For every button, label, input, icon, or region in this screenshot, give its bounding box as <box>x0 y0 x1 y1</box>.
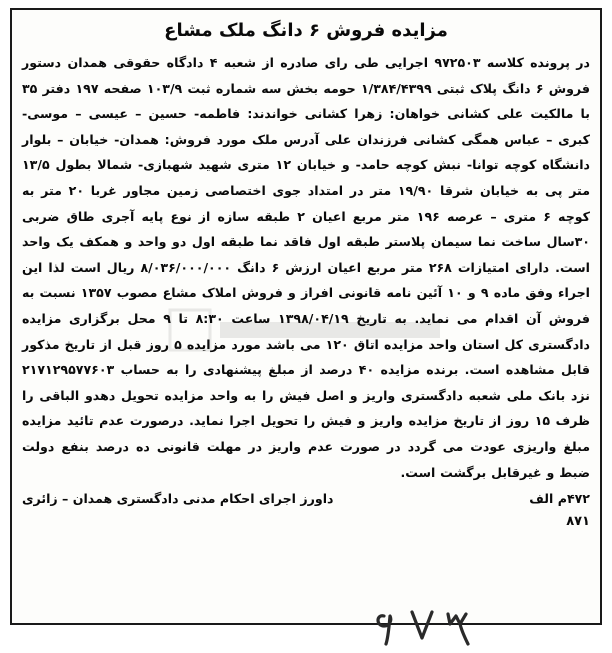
signature-code: ۴۷۲م الف <box>529 491 590 507</box>
notice-number: ۸۷۱ <box>566 514 590 530</box>
notice-title: مزایده فروش ۶ دانگ ملک مشاع <box>164 20 448 41</box>
signature-row <box>22 487 590 511</box>
handwritten-number-mark <box>370 598 480 648</box>
notice-body: در پرونده کلاسه ۹۷۲۵۰۳ اجرایی طی رای صادره از شعبه ۴ دادگاه حقوقی همدان دستور فروش ۶ دانگ پلاک ثبتی ۱/۳۸۴/۴۳۹۹ حومه بخش سه شماره ثبت ۱۰۳/۹ صفحه ۱۹۷ دفتر ۳۵ با مالکیت علی کشانی خواهان: زهرا کشانی خواندند: فاطمه- حسین – عیسی – موسی- کبری – عباس همگی کشانی فرزندان علی آدرس ملک مورد فروش: همدان- خیابان – بلوار دانشگاه کوچه توانا- نبش کوچه حامد- و خیابان ۱۲ متری شهید شهبازی- شمالا بطول ۱۳/۵ متر پی به خیابان شرقا ۱۹/۹۰ متر در امتداد جوی اختصاصی زمین مجاور غربا ۲۰ متر به کوچه ۶ متری – عرصه ۱۹۶ متر مربع اعیان ۲ طبقه سازه از نوع پایه آجری طاق ضربی ۳۰سال ساخت نما سیمان پلاستر طبقه اول فاقد نما طبقه اول دو واحد و همکف یک واحد است. دارای امتیازات ۲۶۸ متر مربع اعیان ارزش ۶ دانگ ۸/۰۳۶/۰۰۰/۰۰۰ ریال است لذا این اجراء وفق ماده ۹ و ۱۰ آئین نامه قانونی افراز و فروش املاک مشاع مصوب ۱۳۵۷ نسبت به فروش آن اقدام می نماید. به تاریخ ۱۳۹۸/۰۴/۱۹ ساعت ۸:۳۰ تا ۹ محل برگزاری مزایده دادگستری کل استان واحد مزایده اتاق ۱۲۰ می باشد مورد مزایده ۵ روز قبل از تاریخ مذکور قابل مشاهده است. برنده مزایده ۴۰ درصد از مبلغ پیشنهادی را به حساب ۲۱۷۱۲۹۵۷۷۶۰۳ نزد بانک ملی شعبه دادگستری واریز و اصل فیش را به واحد مزایده تحویل دهدو الباقی را ظرف ۱۵ روز از تاریخ مزایده واریز و فیش را تحویل اجرا نماید. درصورت عدم تائید مزایده مبلغ واریزی عودت می گردد در صورت عدم واریز در مهلت قانونی ده درصد بنفع دولت ضبط و غیرقابل برگشت است. <box>22 55 591 480</box>
signature-authority: داورز اجرای احکام مدنی دادگستری همدان – زائری <box>22 491 334 507</box>
auction-notice <box>10 8 602 625</box>
